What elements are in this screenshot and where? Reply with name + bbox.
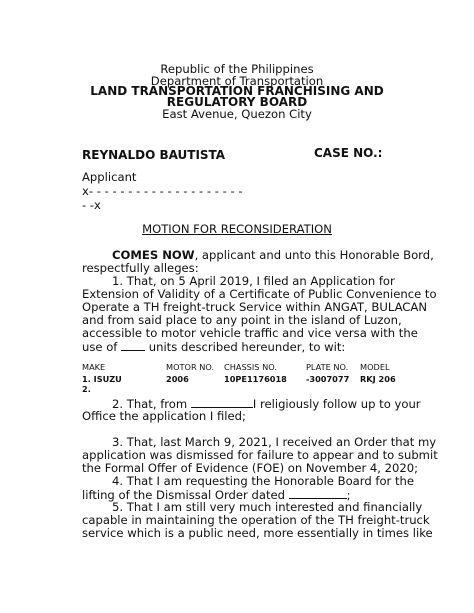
table-row-1-chassis-no: 10PE1176018	[224, 374, 287, 384]
para4-line1: 4. That I am requesting the Honorable Board for the	[112, 474, 415, 488]
table-row-1-plate-no: -3007077	[306, 374, 350, 384]
para3-line1: 3. That, last March 9, 2021, I received an Order that my	[112, 435, 437, 449]
para5-line1: 5. That I am still very much interested and financially	[112, 500, 423, 514]
para1-line1: 1. That, on 5 April 2019, I filed an Application for	[112, 274, 395, 288]
para2-line1-a: 2. That, from	[112, 397, 188, 411]
caption-separator-2: - -x	[82, 198, 101, 212]
para5-line3: service which is a public need, more essentially in times like	[82, 526, 433, 540]
para5-line2: capable in maintaining the operation of the TH freight-truck	[82, 513, 430, 527]
header-board-line2: REGULATORY BOARD	[166, 95, 308, 109]
header-department: Department of Transportation	[150, 74, 324, 88]
case-no-label: CASE NO.:	[314, 146, 383, 160]
caption-separator-1: x- - - - - - - - - - - - - - - - - - - -	[82, 184, 243, 198]
table-header-plate-no: PLATE NO.	[306, 362, 349, 372]
table-header-chassis-no: CHASSIS NO.	[224, 362, 277, 372]
table-row-1-model: RKJ 206	[360, 374, 396, 384]
para2-line2: Office the application I filed;	[82, 409, 246, 423]
para1-line6-a: use of	[82, 340, 118, 354]
para1-line3: Operate a TH freight-truck Service within ANGAT, BULACAN	[82, 300, 427, 314]
para1-line4: and from said place to any point in the island of Luzon,	[82, 313, 402, 327]
order-date-blank	[289, 487, 347, 499]
para1-line6-b: units described hereunder, to wit:	[148, 340, 346, 354]
applicant-name: REYNALDO BAUTISTA	[82, 148, 226, 162]
para4-line2-b: ;	[346, 488, 351, 502]
para1-line6	[82, 339, 345, 354]
comes-now: COMES NOW	[112, 248, 195, 262]
from-date-blank	[191, 396, 253, 408]
para3-line2: application was dismissed for failure to appear and to submit	[82, 448, 438, 462]
units-blank	[121, 339, 145, 351]
intro-line1	[112, 248, 434, 262]
intro-line2: respectfully alleges:	[82, 261, 199, 275]
motion-title-text: MOTION FOR RECONSIDERATION	[142, 222, 332, 236]
table-row-1-make: 1. ISUZU	[82, 374, 122, 384]
para3-line3: the Formal Offer of Evidence (FOE) on November 4, 2020;	[82, 461, 419, 475]
header-republic: Republic of the Philippines	[160, 62, 314, 76]
intro-rest: , applicant and unto this Honorable Bord,	[194, 248, 434, 262]
para1-line5: accessible to motor vehicle traffic and vice versa with the	[82, 326, 418, 340]
para1-line2: Extension of Validity of a Certificate of Public Convenience to	[82, 287, 437, 301]
applicant-label: Applicant	[82, 170, 137, 184]
header-address: East Avenue, Quezon City	[162, 107, 312, 121]
table-header-model: MODEL	[360, 362, 390, 372]
table-row-1-motor-no: 2006	[166, 374, 189, 384]
header-board-line1: LAND TRANSPORTATION FRANCHISING AND	[90, 84, 384, 98]
table-row-2-make: 2.	[82, 384, 91, 394]
para4-line2-a: lifting of the Dismissal Order dated	[82, 488, 285, 502]
table-header-make: MAKE	[82, 362, 106, 372]
para2-line1-b: I religiously follow up to your	[252, 397, 421, 411]
table-header-motor-no: MOTOR NO.	[166, 362, 215, 372]
motion-title	[0, 222, 474, 236]
